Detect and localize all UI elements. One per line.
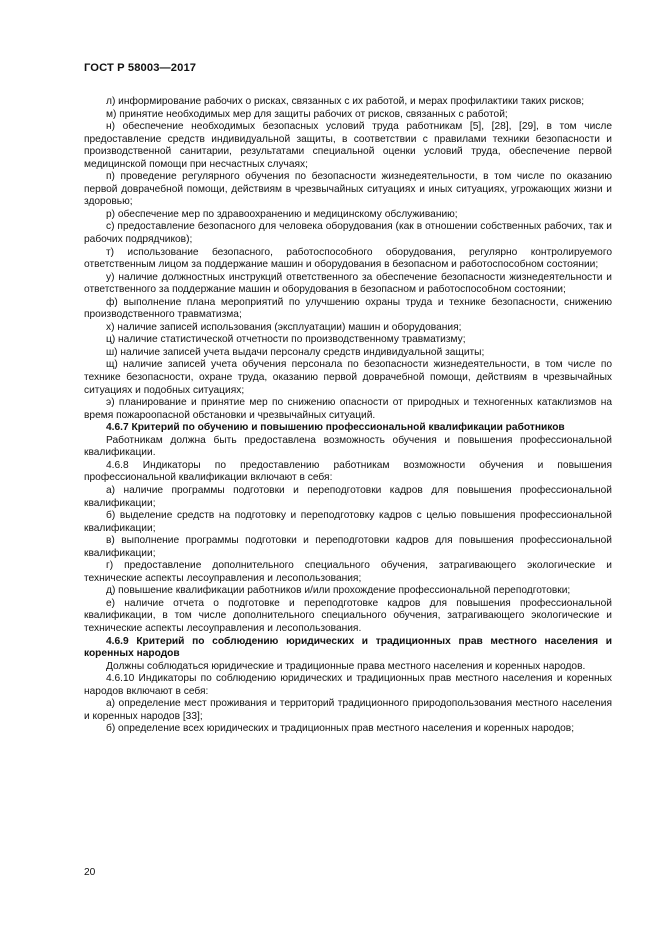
list-item-shch: щ) наличие записей учета обучения персонала по безопасности жизнедеятельности, в том числе по технике безопасности, охране труда, оказанию первой доврачебной помощи, действиям в чрезвычайных ситуациях и подобных ситуациях; (84, 359, 612, 396)
list-item-d: д) повышение квалификации работников и/или прохождение профессиональной переподготовки; (106, 585, 571, 597)
list-item-a: а) определение мест проживания и территорий традиционного природопользования местного населения и коренных народов [33]; (84, 698, 612, 722)
list-item-g: г) предоставление дополнительного специального обучения, затрагивающего экологические и технические аспекты лесоуправления и лесопользования; (84, 560, 612, 584)
page-number: 20 (84, 867, 96, 878)
list-item-l: л) информирование рабочих о рисках, связанных с их работой, и мерах профилактики таких рисков; (106, 96, 585, 107)
list-item-sh: ш) наличие записей учета выдачи персоналу средств индивидуальной защиты; (106, 346, 485, 358)
list-item-e: э) планирование и принятие мер по снижению опасности от природных и техногенных катаклизмов на время пожароопасной обстановки и чрезвычайных ситуаций. (84, 397, 612, 421)
list-item-m: м) принятие необходимых мер для защиты рабочих от рисков, связанных с работой; (106, 108, 508, 120)
paragraph: 4.6.8 Индикаторы по предоставлению работникам возможности обучения и повышения профессиональной квалификации включают в себя: (84, 459, 612, 484)
list-item-ye: е) наличие отчета о подготовке и переподготовке кадров для повышения профессиональной квалификации, в том числе дополнительного специального обучения, затрагивающего экологические и технические аспекты лесоуправления и лесопользования. (84, 597, 612, 634)
list-item-b: б) определение всех юридических и традиционных прав местного населения и коренных народов; (106, 723, 575, 735)
list-item-f: ф) выполнение плана мероприятий по улучшению охраны труда и технике безопасности, снижению производственного травматизма; (84, 296, 612, 321)
section-heading-4-6-9: 4.6.9 Критерий по соблюдению юридических и традиционных прав местного населения и коренных народов (84, 635, 612, 660)
list-item-u: у) наличие должностных инструкций ответственного за обеспечение безопасности жизнедеятельности и ответственного за поддержание машин и оборудования в безопасном и работоспособном состоянии; (84, 271, 612, 296)
list-item-n: н) обеспечение необходимых безопасных условий труда работникам [5], [28], [29], в том числе предоставление средств индивидуальной защиты, в соответствии с правилами техники безопасности и производственной санитарии, результатами специальной оценки условий труда, обеспечение первой медицинской помощи при несчастных случаях; (84, 121, 612, 170)
list-item-a: а) наличие программы подготовки и переподготовки кадров для повышения профессиональной квалификации; (84, 484, 612, 509)
paragraph: Должны соблюдаться юридические и традиционные права местного населения и коренных народов. (106, 660, 586, 672)
paragraph: 4.6.10 Индикаторы по соблюдению юридических и традиционных прав местного населения и коренных народов включают в себя: (84, 673, 612, 697)
list-item-kh: х) наличие записей использования (эксплуатации) машин и оборудования; (106, 321, 462, 333)
section-heading-4-6-7: 4.6.7 Критерий по обучению и повышению профессиональной квалификации работников (106, 422, 565, 434)
paragraph: Работникам должна быть предоставлена возможность обучения и повышения профессиональной квалификации. (84, 434, 612, 459)
list-item-s: с) предоставление безопасного для человека оборудования (как в отношении собственных рабочих, так и рабочих подрядчиков); (84, 221, 612, 246)
list-item-v: в) выполнение программы подготовки и переподготовки кадров для повышения профессиональной квалификации; (84, 535, 612, 559)
list-item-ts: ц) наличие статистической отчетности по производственному травматизму; (106, 334, 466, 346)
list-item-r: р) обеспечение мер по здравоохранению и медицинскому обслуживанию; (106, 208, 458, 220)
list-item-t: т) использование безопасного, работоспособного оборудования, регулярно контролируемого ответственным лицом за поддержание машин и оборудования в безопасном и работоспособном состоянии; (84, 246, 612, 271)
document-body (84, 96, 612, 736)
list-item-b: б) выделение средств на подготовку и переподготовку кадров с целью повышения профессиональной квалификации; (84, 510, 612, 534)
document-header: ГОСТ Р 58003—2017 (84, 62, 197, 74)
list-item-p: п) проведение регулярного обучения по безопасности жизнедеятельности, в том числе по оказанию первой доврачебной помощи, действиям в чрезвычайных ситуациях и иных ситуациях, угрожающих жизни и здоровью; (84, 171, 612, 208)
